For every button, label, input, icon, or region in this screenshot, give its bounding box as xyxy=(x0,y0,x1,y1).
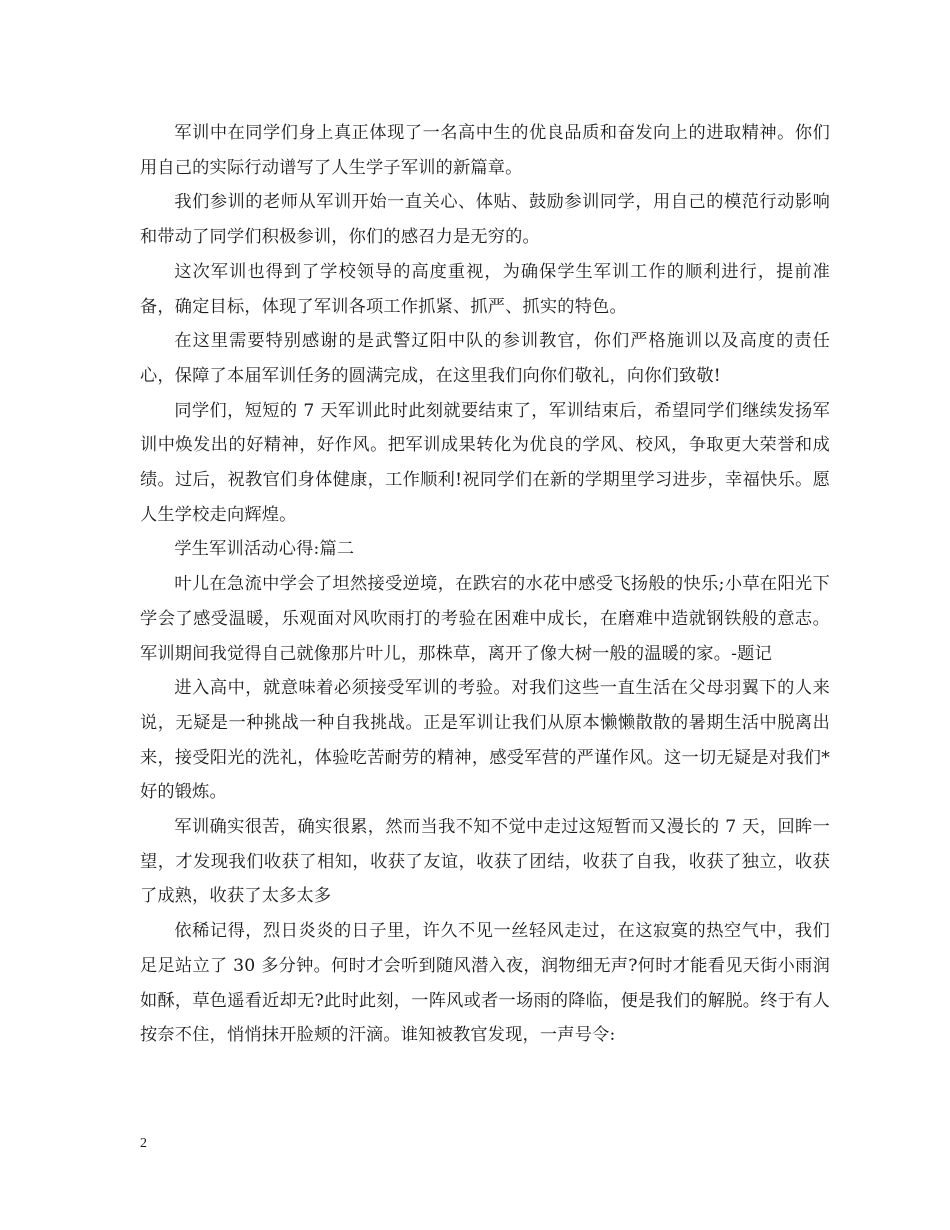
paragraph: 在这里需要特别感谢的是武警辽阳中队的参训教官，你们严格施训以及高度的责任心，保障了本届军训任务的圆满完成，在这里我们向你们敬礼，向你们致敬! xyxy=(140,331,830,386)
page-number: 2 xyxy=(140,1136,147,1151)
paragraph: 同学们，短短的 7 天军训此时此刻就要结束了，军训结束后，希望同学们继续发扬军训中焕发出的好精神，好作风。把军训成果转化为优良的学风、校风，争取更大荣誉和成绩。过后，祝教官们身体健康，工作顺利!祝同学们在新的学期里学习进步，幸福快乐。愿人生学校走向辉煌。 xyxy=(140,400,830,525)
paragraph: 军训中在同学们身上真正体现了一名高中生的优良品质和奋发向上的进取精神。你们用自己的实际行动谱写了人生学子军训的新篇章。 xyxy=(140,123,830,178)
paragraph: 依稀记得，烈日炎炎的日子里，许久不见一丝轻风走过，在这寂寞的热空气中，我们足足站立了 30 多分钟。何时才会听到随风潜入夜，润物细无声?何时才能看见天街小雨润如酥，草色遥看近却无?此时此刻，一阵风或者一场雨的降临，便是我们的解脱。终于有人按奈不住，悄悄抹开脸颊的汗滴。谁知被教官发现，一声号令: xyxy=(140,921,830,1046)
paragraph: 军训确实很苦，确实很累，然而当我不知不觉中走过这短暂而又漫长的 7 天，回眸一望，才发现我们收获了相知，收获了友谊，收获了团结，收获了自我，收获了独立，收获了成熟，收获了太多太多 xyxy=(140,817,830,907)
document-body xyxy=(140,116,830,1053)
paragraph: 进入高中，就意味着必须接受军训的考验。对我们这些一直生活在父母羽翼下的人来说，无疑是一种挑战一种自我挑战。正是军训让我们从原本懒懒散散的暑期生活中脱离出来，接受阳光的洗礼，体验吃苦耐劳的精神，感受军营的严谨作风。这一切无疑是对我们*好的锻炼。 xyxy=(140,678,830,803)
paragraph: 这次军训也得到了学校领导的高度重视，为确保学生军训工作的顺利进行，提前准备，确定目标，体现了军训各项工作抓紧、抓严、抓实的特色。 xyxy=(140,261,830,317)
paragraph: 叶儿在急流中学会了坦然接受逆境，在跌宕的水花中感受飞扬般的快乐;小草在阳光下学会了感受温暖，乐观面对风吹雨打的考验在困难中成长，在磨难中造就钢铁般的意志。军训期间我觉得自己就像那片叶儿，那株草，离开了像大树一般的温暖的家。-题记 xyxy=(140,574,830,664)
section-heading: 学生军训活动心得:篇二 xyxy=(174,539,355,560)
paragraph: 我们参训的老师从军训开始一直关心、体贴、鼓励参训同学，用自己的模范行动影响和带动了同学们积极参训，你们的感召力是无穷的。 xyxy=(140,192,830,248)
